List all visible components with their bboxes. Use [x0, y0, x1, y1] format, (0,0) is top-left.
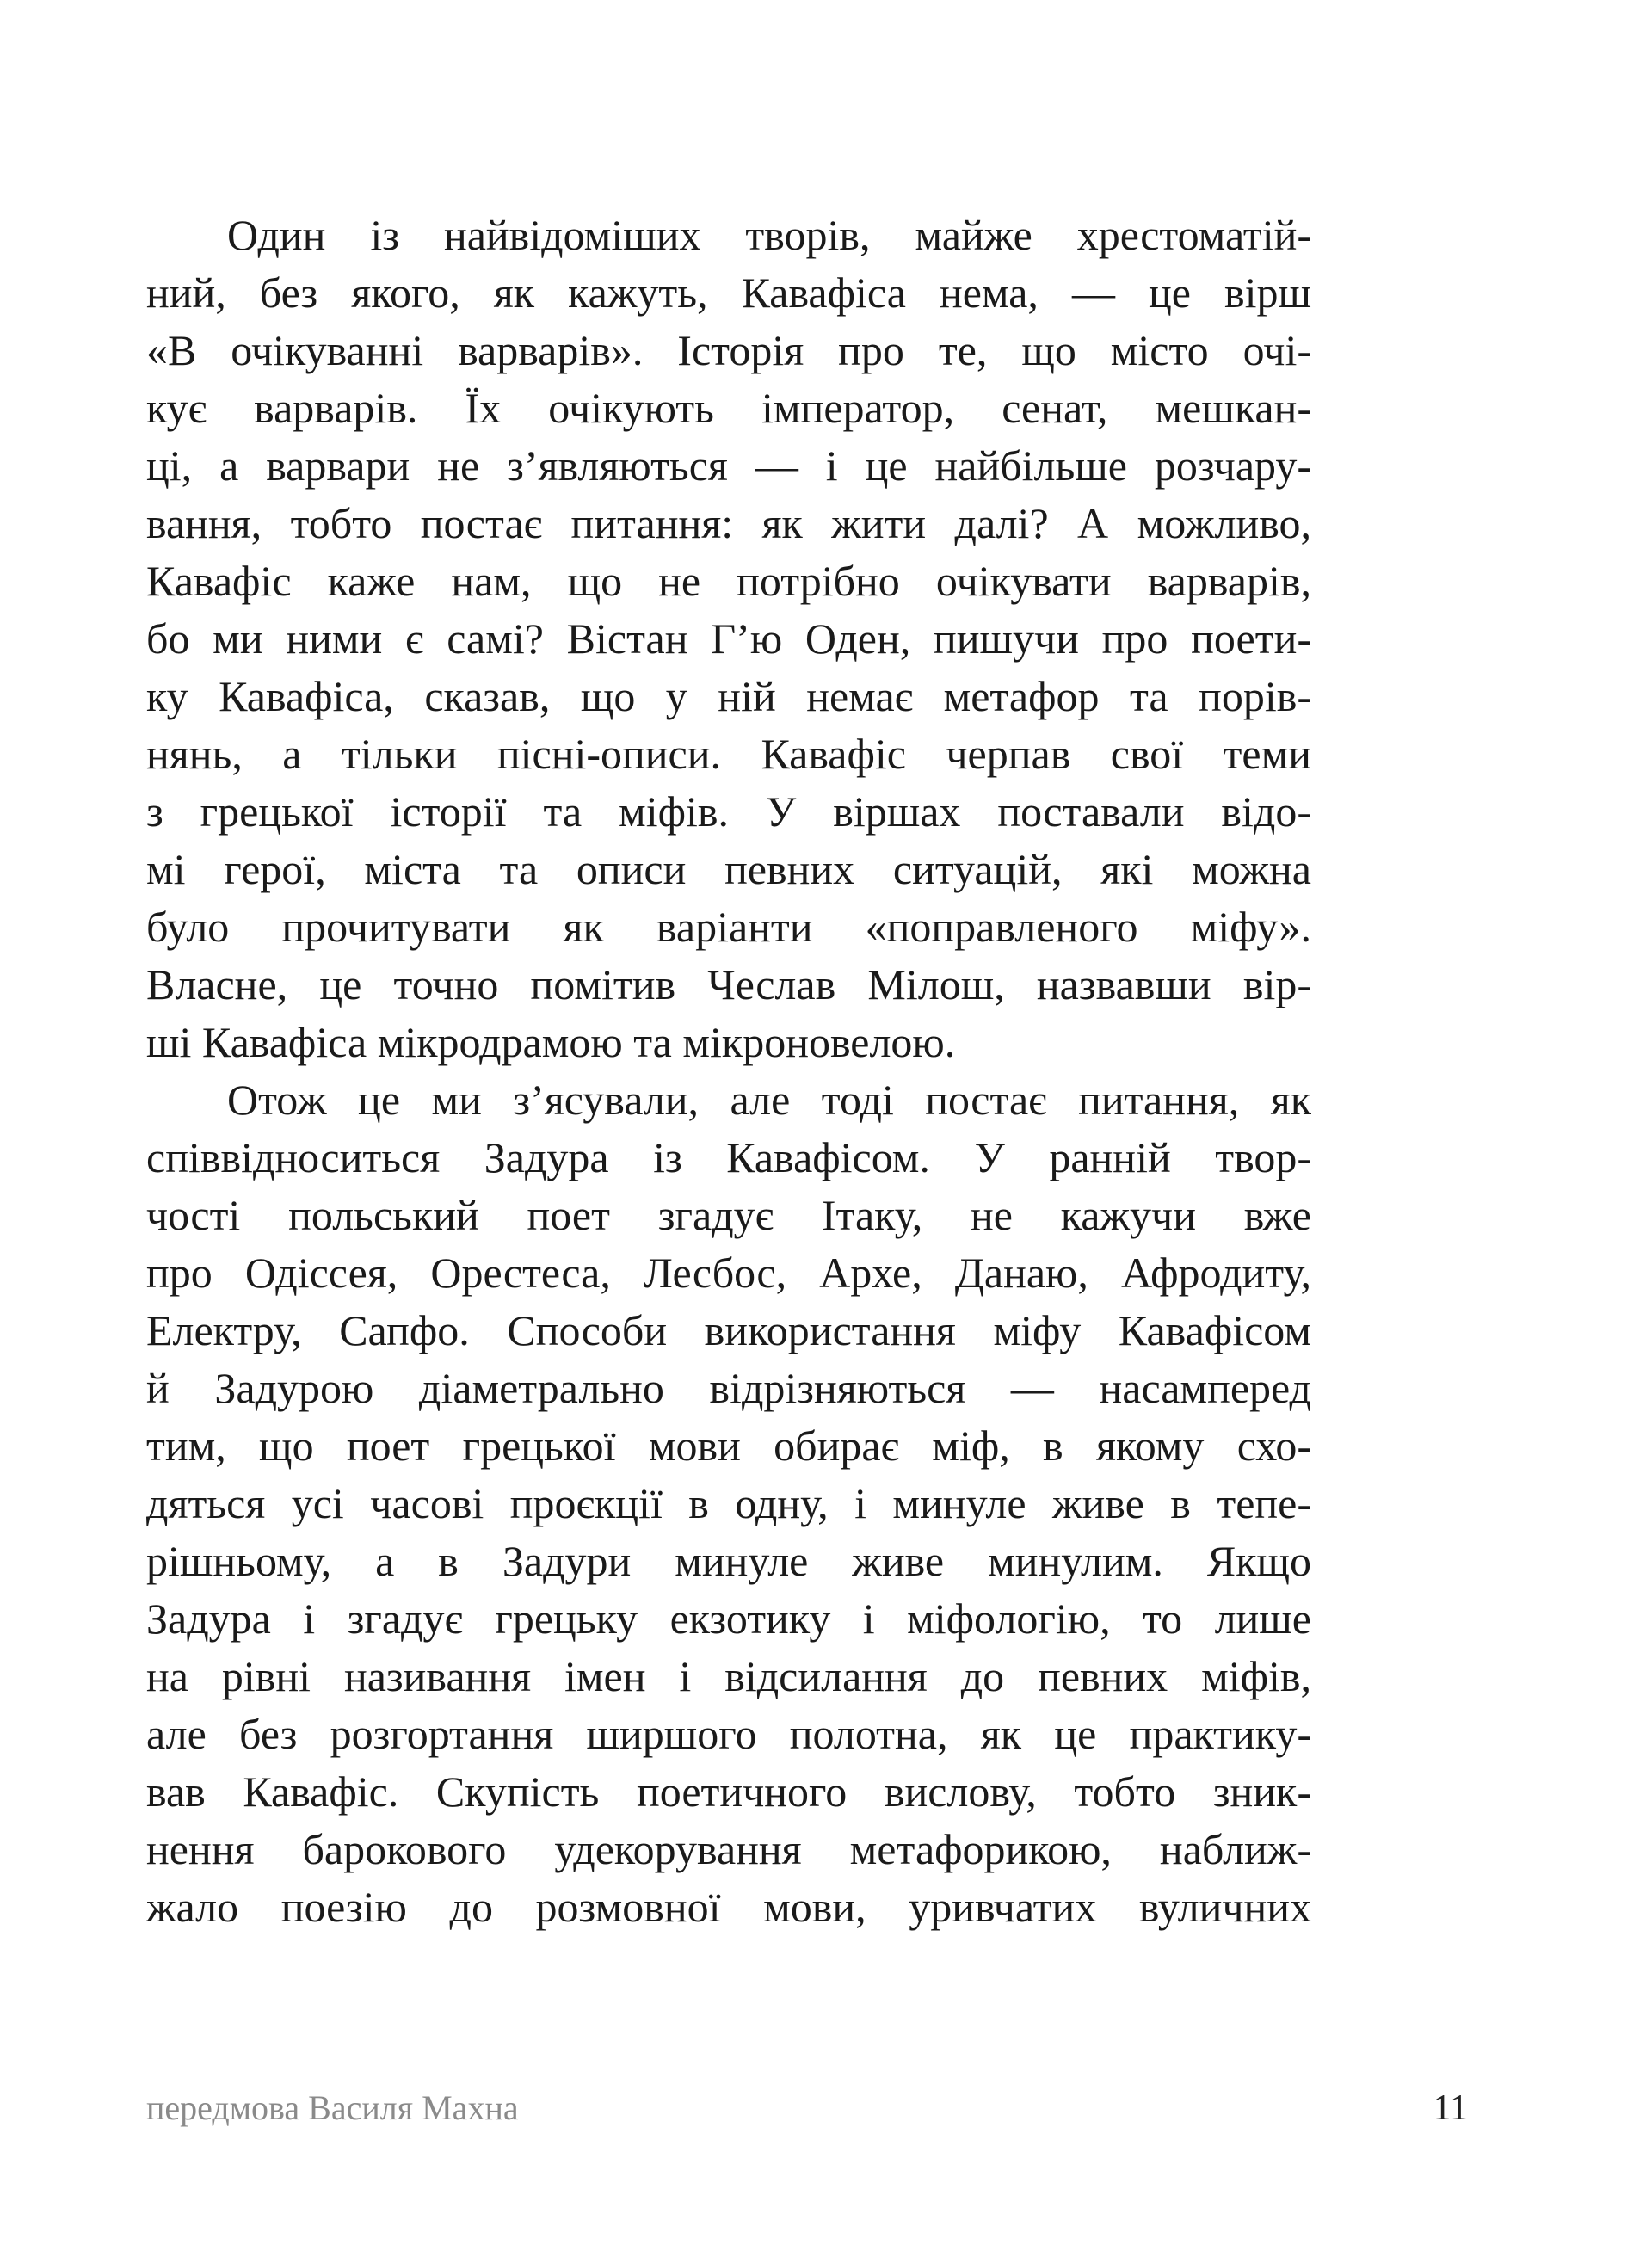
text-line: ний, без якого, як кажуть, Кавафіса нема, — це вірш	[146, 268, 1311, 317]
page-number: 11	[1433, 2088, 1468, 2128]
text-line: жало поезію до розмовної мови, уривчатих вуличних	[146, 1883, 1311, 1931]
text-line: ку Кавафіса, сказав, що у ній немає метафор та порів-	[146, 672, 1311, 720]
text-line: ці, а варвари не з’являються — і це найбільше розчару-	[146, 441, 1311, 490]
text-line: Власне, це точно помітив Чеслав Мілош, назвавши вір-	[146, 960, 1311, 1008]
body-text	[146, 207, 1311, 1936]
text-line: з грецької історії та міфів. У віршах поставали відо-	[146, 787, 1311, 836]
text-line: тим, що поет грецької мови обирає міф, в якому схо-	[146, 1422, 1311, 1470]
text-line: співвідноситься Задура із Кавафісом. У ранній твор-	[146, 1133, 1311, 1181]
text-line: чості польський поет згадує Ітаку, не кажучи вже	[146, 1191, 1311, 1239]
text-line: дяться усі часові проєкції в одну, і минуле живе в тепе-	[146, 1479, 1311, 1527]
text-line: Електру, Сапфо. Способи використання міфу Кавафісом	[146, 1306, 1311, 1354]
text-line: вав Кавафіс. Скупість поетичного вислову, тобто зник-	[146, 1767, 1311, 1816]
text-line: кує варварів. Їх очікують імператор, сенат, мешкан-	[146, 384, 1311, 432]
text-line: Отож це ми з’ясували, але тоді постає питання, як	[227, 1076, 1311, 1124]
text-line: мі герої, міста та описи певних ситуацій, які можна	[146, 845, 1311, 893]
text-line: про Одіссея, Орестеса, Лесбос, Архе, Данаю, Афродиту,	[146, 1249, 1311, 1297]
running-footer-title: передмова Василя Махна	[146, 2088, 519, 2127]
text-line: ші Кавафіса мікродрамою та мікроновелою.	[146, 1018, 956, 1066]
text-line: «В очікуванні варварів». Історія про те, що місто очі-	[146, 326, 1311, 374]
text-line: Кавафіс каже нам, що не потрібно очікувати варварів,	[146, 557, 1311, 605]
text-line: й Задурою діаметрально відрізняються — насамперед	[146, 1364, 1311, 1412]
text-line: бо ми ними є самі? Вістан Г’ю Оден, пишучи про поети-	[146, 614, 1311, 663]
text-line: але без розгортання ширшого полотна, як це практику-	[146, 1710, 1311, 1758]
text-line: Задура і згадує грецьку екзотику і міфологію, то лише	[146, 1594, 1311, 1643]
text-line: на рівні називання імен і відсилання до певних міфів,	[146, 1652, 1311, 1700]
text-line: вання, тобто постає питання: як жити далі? А можливо,	[146, 499, 1311, 547]
paragraph	[146, 207, 1311, 1071]
text-line: нення барокового удекорування метафорикою, наближ-	[146, 1825, 1311, 1873]
text-line: рішньому, а в Задури минуле живе минулим. Якщо	[146, 1537, 1311, 1585]
paragraph	[146, 1071, 1311, 1936]
text-line: Один із найвідоміших творів, майже хрестоматій-	[227, 211, 1311, 259]
text-line: нянь, а тільки пісні-описи. Кавафіс черпав свої теми	[146, 730, 1311, 778]
text-line: було прочитувати як варіанти «поправленого міфу».	[146, 903, 1311, 951]
